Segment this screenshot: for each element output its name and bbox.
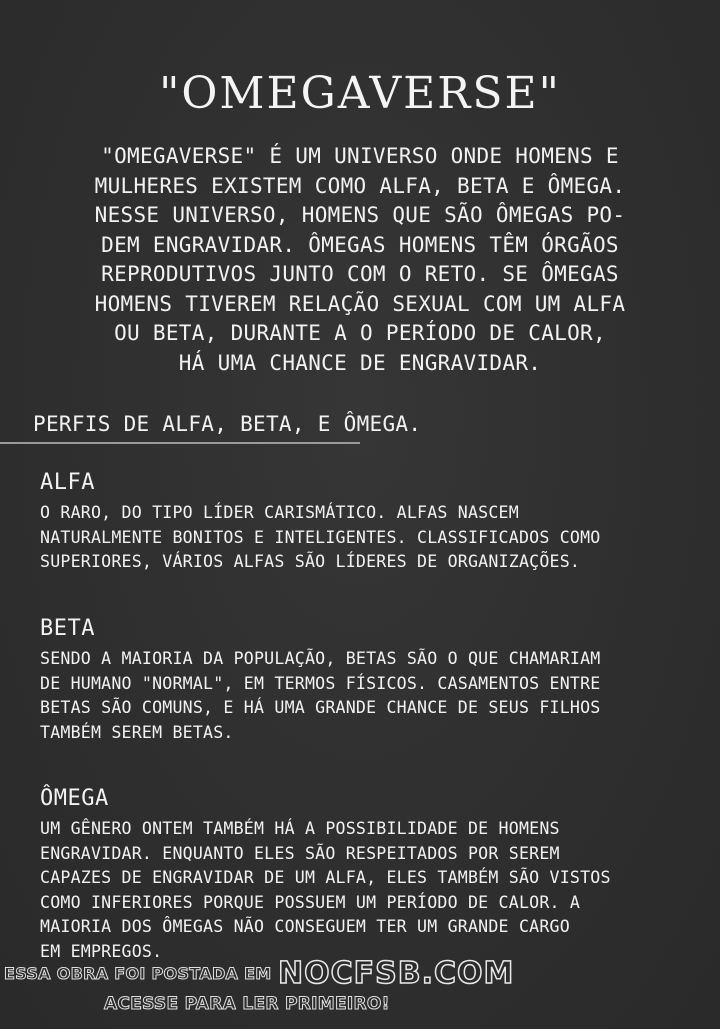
watermark-site-link[interactable]: NOCFSB.COM (278, 956, 515, 991)
intro-line: REPRODUTIVOS JUNTO COM O RETO. SE ÔMEGAS (101, 262, 619, 286)
section-omega (40, 786, 690, 964)
watermark (0, 958, 720, 1018)
watermark-access-text: ACESSE PARA LER PRIMEIRO! (104, 994, 390, 1014)
intro-line: HÁ UMA CHANCE DE ENGRAVIDAR. (178, 350, 542, 375)
intro-line: OU BETA, DURANTE A O PERÍODO DE CALOR, (114, 321, 606, 345)
section-line: UM GÊNERO ONTEM TAMBÉM HÁ A POSSIBILIDADE DE HOMENS (40, 819, 560, 838)
section-line: TAMBÉM SEREM BETAS. (40, 722, 234, 742)
section-beta (40, 616, 690, 745)
intro-line: HOMENS TIVEREM RELAÇÃO SEXUAL COM UM ALFA (94, 291, 626, 316)
section-line: ENGRAVIDAR. ENQUANTO ELES SÃO RESPEITADOS POR SEREM (40, 843, 560, 863)
profiles-heading: PERFIS DE ALFA, BETA, E ÔMEGA. (33, 412, 422, 436)
intro-line: MULHERES EXISTEM COMO ALFA, BETA E ÔMEGA. (94, 173, 626, 198)
section-line: COMO INFERIORES PORQUE POSSUEM UM PERÍODO DE CALOR. A (40, 892, 581, 912)
intro-line: NESSE UNIVERSO, HOMENS QUE SÃO ÔMEGAS PO- (94, 203, 626, 227)
intro-line: DEM ENGRAVIDAR. ÔMEGAS HOMENS TÊM ÓRGÃOS (101, 232, 619, 257)
watermark-posted-text: ESSA OBRA FOI POSTADA EM (4, 964, 272, 983)
section-alfa (40, 470, 690, 575)
section-heading-alfa: ALFA (40, 470, 95, 495)
section-line: NATURALMENTE BONITOS E INTELIGENTES. CLASSIFICADOS COMO (40, 527, 601, 547)
intro-line: "OMEGAVERSE" É UM UNIVERSO ONDE HOMENS E (101, 144, 619, 168)
section-line: MAIORIA DOS ÔMEGAS NÃO CONSEGUEM TER UM GRANDE CARGO (40, 917, 570, 936)
section-line: EM EMPREGOS. (40, 941, 163, 961)
section-heading-omega: ÔMEGA (40, 786, 109, 811)
section-divider (0, 442, 360, 444)
section-line: O RARO, DO TIPO LÍDER CARISMÁTICO. ALFAS NASCEM (40, 503, 519, 522)
intro-paragraph (60, 142, 660, 378)
section-line: SENDO A MAIORIA DA POPULAÇÃO, BETAS SÃO O QUE CHAMARIAM (40, 649, 601, 668)
section-line: DE HUMANO "NORMAL", EM TERMOS FÍSICOS. CASAMENTOS ENTRE (40, 673, 601, 693)
page-title: "OMEGAVERSE" (159, 68, 561, 119)
section-line: BETAS SÃO COMUNS, E HÁ UMA GRANDE CHANCE DE SEUS FILHOS (40, 698, 601, 717)
section-line: CAPAZES DE ENGRAVIDAR DE UM ALFA, ELES TAMBÉM SÃO VISTOS (40, 868, 611, 887)
section-heading-beta: BETA (40, 616, 95, 641)
section-line: SUPERIORES, VÁRIOS ALFAS SÃO LÍDERES DE ORGANIZAÇÕES. (40, 552, 581, 571)
